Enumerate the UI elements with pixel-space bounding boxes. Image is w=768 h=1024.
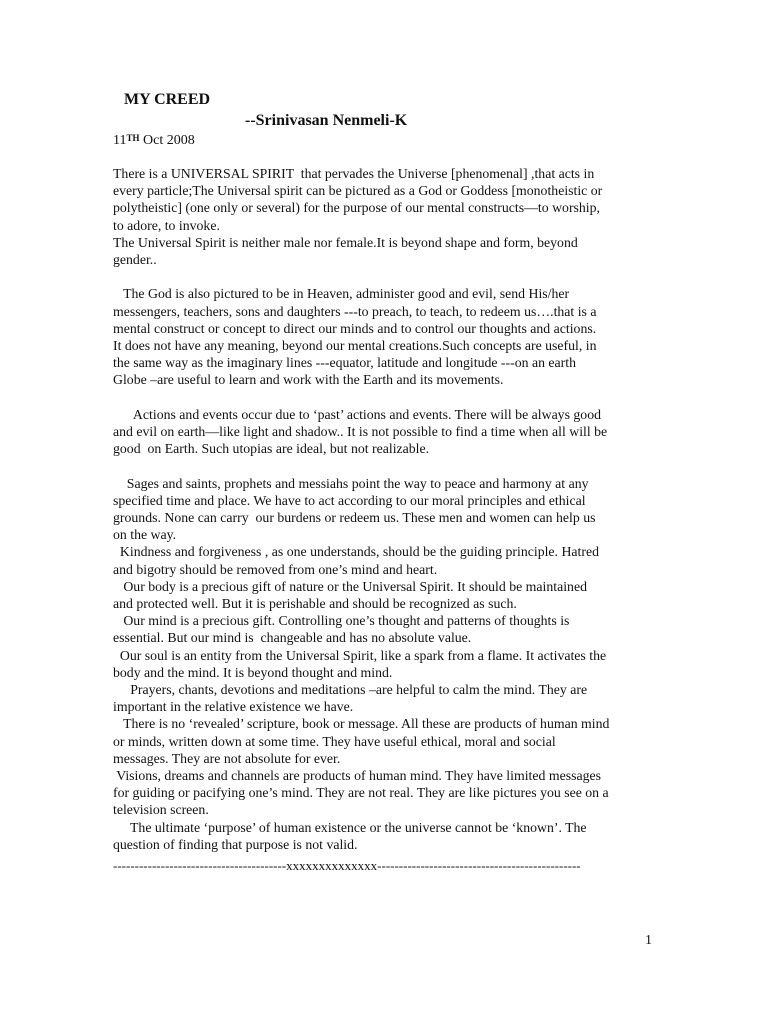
body-line: question of finding that purpose is not valid. xyxy=(113,836,358,852)
body-line: The God is also pictured to be in Heaven, administer good and evil, send His/her xyxy=(113,286,570,302)
body-line: Globe –are useful to learn and work with the Earth and its movements. xyxy=(113,372,504,388)
body-line: Kindness and forgiveness , as one understands, should be the guiding principle. Hatred xyxy=(113,544,599,560)
body-line: gender.. xyxy=(113,252,157,268)
body-line: specified time and place. We have to act according to our moral principles and ethical xyxy=(113,492,586,508)
body-line: the same way as the imaginary lines ---equator, latitude and longitude ---on an earth xyxy=(113,355,577,371)
body-line: to adore, to invoke. xyxy=(113,217,220,233)
body-line: Actions and events occur due to ‘past’ actions and events. There will be always good xyxy=(113,406,601,422)
body-line: or minds, written down at some time. They have useful ethical, moral and social xyxy=(113,733,556,749)
body-line: and bigotry should be removed from one’s mind and heart. xyxy=(113,561,438,577)
body-line: and protected well. But it is perishable and should be recognized as such. xyxy=(113,596,517,612)
body-line: essential. But our mind is changeable and has no absolute value. xyxy=(113,630,472,646)
body-line: There is no ‘revealed’ scripture, book or message. All these are products of human mind xyxy=(113,716,610,732)
paragraph-break xyxy=(113,389,658,406)
body-line: grounds. None can carry our burdens or redeem us. These men and women can help us xyxy=(113,510,596,526)
body-line: Prayers, chants, devotions and meditations –are helpful to calm the mind. They are xyxy=(113,682,588,698)
body-line: There is a UNIVERSAL SPIRIT that pervades the Universe [phenomenal] ,that acts in xyxy=(113,166,595,181)
body-line: messages. They are not absolute for ever. xyxy=(113,750,341,766)
body-line: It does not have any meaning, beyond our mental creations.Such concepts are useful, in xyxy=(113,338,597,354)
body-line: television screen. xyxy=(113,802,209,818)
document-author: --Srinivasan Nenmeli-K xyxy=(245,112,408,129)
document-body xyxy=(113,165,658,853)
body-line: on the way. xyxy=(113,527,177,543)
body-line: important in the relative existence we have. xyxy=(113,699,354,715)
date-ordinal: TH xyxy=(126,133,140,143)
body-line: body and the mind. It is beyond thought and mind. xyxy=(113,664,393,680)
date-rest: Oct 2008 xyxy=(139,133,195,148)
body-line: Our mind is a precious gift. Controlling one’s thought and patterns of thoughts is xyxy=(113,613,570,629)
paragraph-break xyxy=(113,457,658,474)
body-line: Our soul is an entity from the Universal Spirit, like a spark from a flame. It activates the xyxy=(113,647,607,663)
body-line: Sages and saints, prophets and messiahs point the way to peace and harmony at any xyxy=(113,475,589,491)
body-line: good on Earth. Such utopias are ideal, but not realizable. xyxy=(113,441,430,457)
body-line: for guiding or pacifying one’s mind. They are not real. They are like pictures you see on a xyxy=(113,785,609,801)
page-number: 1 xyxy=(645,933,652,948)
body-line: The ultimate ‘purpose’ of human existence or the universe cannot be ‘known’. The xyxy=(113,819,587,835)
body-line: and evil on earth—like light and shadow.. It is not possible to find a time when all will be xyxy=(113,424,608,440)
paragraph-break xyxy=(113,268,658,285)
body-line: polytheistic] (one only or several) for the purpose of our mental constructs—to worship, xyxy=(113,200,600,216)
date-day: 11 xyxy=(113,133,127,148)
body-line: Our body is a precious gift of nature or the Universal Spirit. It should be maintained xyxy=(113,578,587,594)
body-line: The Universal Spirit is neither male nor female.It is beyond shape and form, beyond xyxy=(113,234,578,250)
body-line: every particle;The Universal spirit can be pictured as a God or Goddess [monotheistic or xyxy=(113,183,603,199)
document-title: MY CREED xyxy=(124,91,211,108)
end-separator: ----------------------------------------xxxxxxxxxxxxxx----------------------------------------------- xyxy=(113,858,581,873)
body-line: Visions, dreams and channels are products of human mind. They have limited messages xyxy=(113,768,601,784)
body-line: mental construct or concept to direct our minds and to control our thoughts and actions. xyxy=(113,320,597,336)
document-date xyxy=(113,131,195,151)
body-line: messengers, teachers, sons and daughters ---to preach, to teach, to redeem us….that is a xyxy=(113,303,597,319)
